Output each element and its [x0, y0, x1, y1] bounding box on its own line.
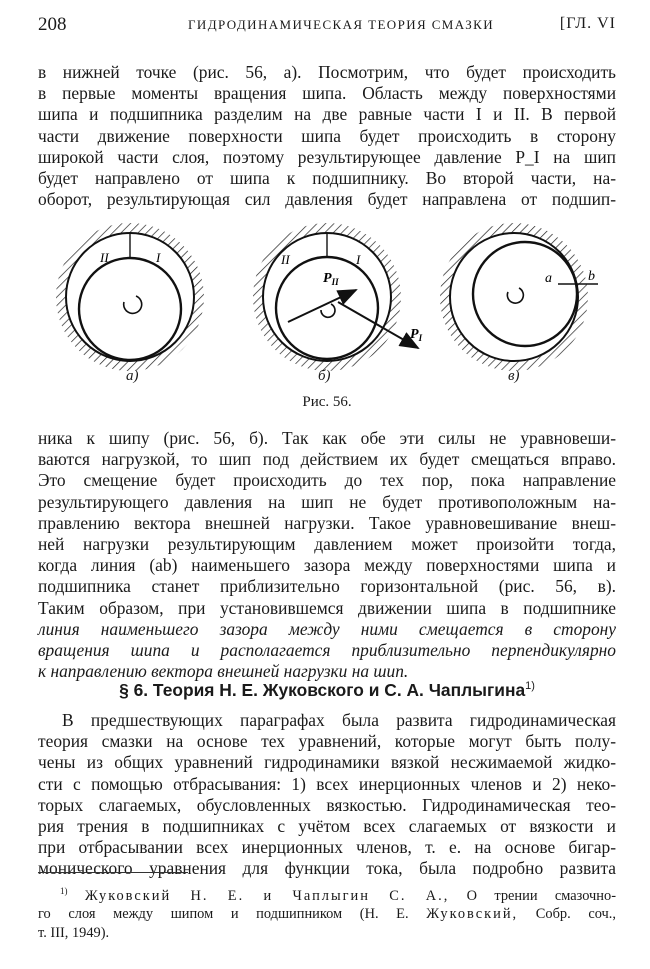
footnote-line — [38, 882, 616, 905]
text-line: оборот, результирующая сил давления будет направлена от подшип- — [38, 189, 616, 210]
label-P-II-sub: II — [331, 277, 339, 287]
sublabel-a: а) — [126, 368, 139, 384]
footnote-authors: Жуковский Н. Е. и Чаплыгин С. А., — [84, 887, 450, 904]
running-title: ГИДРОДИНАМИЧЕСКАЯ ТЕОРИЯ СМАЗКИ — [188, 17, 494, 32]
text-line: Это смещение будет происходить до тех пор, пока направление — [38, 470, 616, 491]
footnote-title-start: О трении смазочно- — [466, 887, 616, 904]
text-line: части движение поверхности шипа будет происходить в сторону — [38, 125, 616, 146]
section-title-text: § 6. Теория Н. Е. Жуковского и С. А. Чаплыгина — [119, 680, 526, 700]
text-line — [38, 104, 616, 125]
text-line: шипа и подшипника разделим на две равные части I и II. В первой — [38, 104, 616, 125]
label-P-II-main: P — [323, 271, 332, 286]
text-line: подшипника станет приблизительно горизонтальной (рис. 56, в). — [38, 576, 616, 597]
label-a: a — [545, 271, 552, 286]
sublabel-c: в) — [508, 368, 520, 384]
text-line: торых слагаемых, обусловленных вязкостью. Гидродинамическая тео- — [38, 794, 616, 815]
text-line: правлению вектора внешней нагрузки. Такое уравновешивание внеш- — [38, 512, 616, 533]
text-line: к направлению вектора внешней нагрузки на шип. — [38, 661, 409, 682]
label-I-a: I — [156, 250, 161, 265]
text-line: теория смазки на основе тех уравнений, которые могут быть полу- — [38, 731, 616, 752]
text-line: в первые моменты вращения шипа. Область между поверхностями — [38, 83, 616, 104]
text-line: когда линия (ab) наименьшего зазора между поверхностями шипа и — [38, 555, 616, 576]
footnote-collection: Собр. соч., — [535, 906, 616, 923]
diagram-a — [56, 223, 204, 371]
text-line: ваются нагрузкой, то шип под действием их будет смещаться вправо. — [38, 449, 616, 470]
footnote-title-end: го слоя между шипом и подшипником (Н. Е. — [38, 906, 409, 923]
label-P-I-main: P — [410, 327, 419, 342]
text-line: сти с помощью отбрасывания: 1) всех инерционных членов и 2) неко- — [38, 773, 616, 794]
text-line: рия трения в подшипниках с учётом всех слагаемых от вязкости и — [38, 816, 616, 837]
text-line: монического уравнения для функции тока, была подробно развита — [38, 858, 616, 879]
text-line: В предшествующих параграфах была развита гидродинамическая — [62, 710, 616, 730]
label-P-I-sub: I — [418, 333, 423, 343]
footnote — [38, 882, 616, 943]
chapter-marker: [ГЛ. VI — [559, 15, 616, 32]
bearing-diagrams — [38, 222, 616, 392]
label-P-I — [410, 327, 423, 343]
text-line: вращения шипа и располагается приблизительно перпендикулярно — [38, 640, 616, 661]
page-header — [38, 14, 616, 40]
diagram-c — [440, 223, 598, 371]
footnote-mark: 1) — [60, 886, 68, 896]
text-line: будет направлено от шипа к подшипнику. Во второй части, на- — [38, 168, 616, 189]
paragraph-1 — [38, 62, 616, 210]
figure-56 — [38, 222, 616, 422]
text-line: при отбрасывании всех инерционных членов, т. е. на основе бигар- — [38, 837, 616, 858]
label-I-b: I — [356, 252, 361, 267]
label-II-a: II — [100, 250, 109, 265]
text-line: чены из общих уравнений гидродинамики вязкой несжимаемой жидко- — [38, 752, 616, 773]
text-line: ника к шипу (рис. 56, б). Так как обе эти силы не уравновеши- — [38, 428, 616, 448]
section-heading — [38, 680, 616, 701]
footnote-line — [38, 905, 616, 924]
footnote-line: т. III, 1949). — [38, 924, 110, 941]
text-line: в нижней точке (рис. 56, а). Посмотрим, что будет происходить — [38, 62, 616, 82]
text-line: широкой части слоя, поэтому результирующее давление P_I на шип — [38, 146, 616, 167]
text-line: линия наименьшего зазора между ними смещается в сторону — [38, 618, 616, 639]
text-line: Таким образом, при установившемся движении шипа в подшипнике — [38, 597, 616, 618]
text-line: ней нагрузки результирующим давлением может произойти тогда, — [38, 534, 616, 555]
footnote-divider — [38, 872, 188, 873]
paragraph-3 — [38, 710, 616, 880]
figure-caption: Рис. 56. — [302, 394, 352, 410]
footnote-ref: 1) — [525, 680, 535, 693]
text-line: результирующего давления на шип не будет противоположным на- — [38, 491, 616, 512]
sublabel-b: б) — [318, 368, 331, 384]
label-b: b — [588, 269, 595, 284]
paragraph-2 — [38, 428, 616, 682]
footnote-author-2: Жуковский, — [426, 906, 519, 923]
label-II-b: II — [281, 252, 290, 267]
diagram-b — [253, 223, 418, 371]
page-number: 208 — [38, 14, 67, 35]
